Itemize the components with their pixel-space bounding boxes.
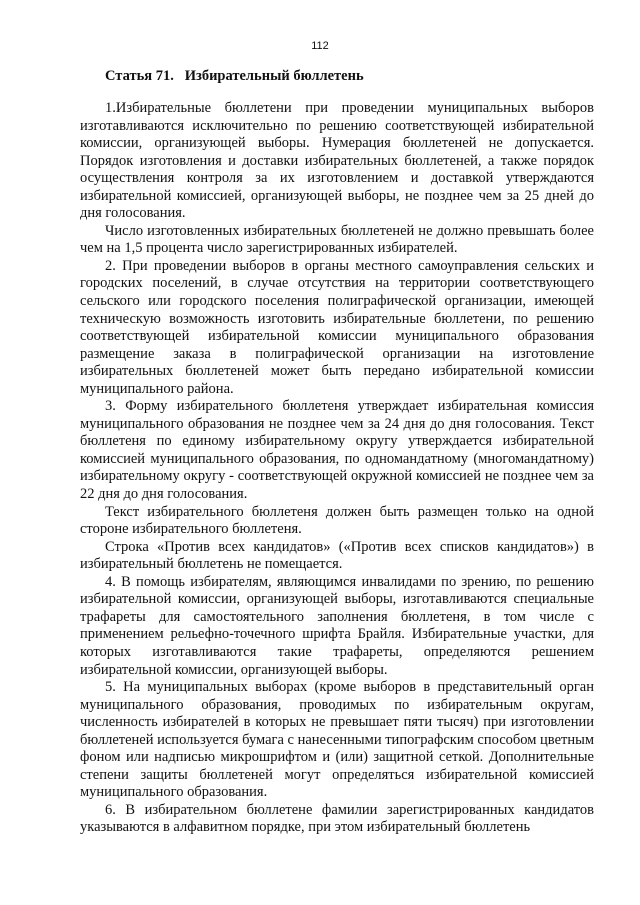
paragraph-2: Число изготовленных избирательных бюллетеней не должно превышать более чем на 1,5 процента число зарегистрированных избирателей. <box>80 222 594 257</box>
paragraph-5: Текст избирательного бюллетеня должен быть размещен только на одной стороне избирательного бюллетеня. <box>80 503 594 538</box>
paragraph-3: 2. При проведении выборов в органы местного самоуправления сельских и городских поселений, в случае отсутствия на территории соответствующего сельского или городского поселения полиграфической организации, имеющей техническую возможность изготовить избирательные бюллетени, по решению соответствующей избирательной комиссии муниципального образования размещение заказа в полиграфической организации на изготовление избирательных бюллетеней может быть передано избирательной комиссии муниципального района. <box>80 257 594 397</box>
paragraph-6: Строка «Против всех кандидатов» («Против всех списков кандидатов») в избирательный бюллетень не помещается. <box>80 538 594 573</box>
paragraph-7: 4. В помощь избирателям, являющимся инвалидами по зрению, по решению избирательной комиссии, организующей выборы, изготавливаются специальные трафареты для самостоятельного заполнения бюллетеня, в том числе с применением рельефно-точечного шрифта Брайля. Избирательные участки, для которых изготавливаются такие трафареты, определяются решением избирательной комиссии, организующей выборы. <box>80 573 594 678</box>
paragraph-9: 6. В избирательном бюллетене фамилии зарегистрированных кандидатов указываются в алфавитном порядке, при этом избирательный бюллетень <box>80 801 594 836</box>
paragraph-8: 5. На муниципальных выборах (кроме выборов в представительный орган муниципального образования, проводимых по избирательным округам, численность избирателей в которых не превышает пяти тысяч) при изготовлении бюллетеней используется бумага с нанесенными типографским способом цветным фоном или надписью микрошрифтом и (или) защитной сеткой. Дополнительные степени защиты бюллетеней могут определяться избирательной комиссией муниципального образования. <box>80 679 595 801</box>
page-number: 112 <box>311 40 329 52</box>
paragraph-1: 1.Избирательные бюллетени при проведении муниципальных выборов изготавливаются исключительно по решению соответствующей избирательной комиссии, организующей выборы. Нумерация бюллетеней не допускается. Порядок изготовления и доставки избирательных бюллетеней, а также порядок осуществления контроля за их изготовлением и доставкой утверждаются избирательной комиссией, организующей выборы, не позднее чем за 25 дней до дня голосования. <box>80 100 594 222</box>
article-body <box>80 100 594 837</box>
article-heading: Статья 71. Избирательный бюллетень <box>105 68 364 84</box>
paragraph-4: 3. Форму избирательного бюллетеня утверждает избирательная комиссия муниципального образования не позднее чем за 24 дня до дня голосования. Текст бюллетеня по единому избирательному округу утверждается избирательной комиссией муниципального образования, по одномандатному (многомандатному) избирательному округу - соответствующей окружной комиссией не позднее чем за 22 дня до дня голосования. <box>80 398 594 503</box>
